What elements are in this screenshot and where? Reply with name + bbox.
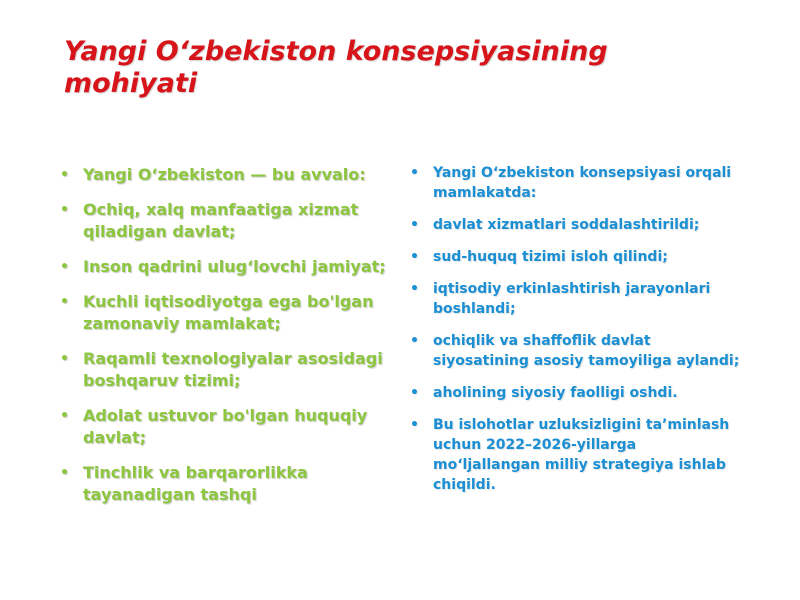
list-item-text: ochiqlik va shaffoflik davlat siyosatining asosiy tamoyiliga aylandi; <box>433 333 740 369</box>
list-item-text: aholining siyosiy faolligi oshdi. <box>433 385 678 401</box>
list-item-text: Yangi O‘zbekiston konsepsiyasi orqali mamlakatda: <box>433 165 732 201</box>
bullet-icon: • <box>410 217 419 233</box>
list-item <box>410 247 740 267</box>
list-item <box>60 164 390 186</box>
bullet-icon: • <box>60 259 69 275</box>
list-item-text: Tinchlik va barqarorlikka tayanadigan tashqi <box>83 463 308 504</box>
list-item <box>410 383 740 403</box>
list-item-text: Kuchli iqtisodiyotga ega bo'lgan zamonaviy mamlakat; <box>83 292 374 333</box>
list-item-text: sud-huquq tizimi isloh qilindi; <box>433 249 668 265</box>
list-item-text: Inson qadrini ulug‘lovchi jamiyat; <box>83 257 386 276</box>
bullet-icon: • <box>410 281 419 297</box>
list-item-text: Bu islohotlar uzluksizligini ta’minlash uchun 2022–2026-yillarga mo‘ljallangan milliy strategiya ishlab chiqildi. <box>433 417 730 493</box>
list-item-text: Adolat ustuvor bo'lgan huquqiy davlat; <box>83 406 368 447</box>
list-item-text: Yangi O‘zbekiston — bu avvalo: <box>83 165 366 184</box>
bullet-icon: • <box>410 385 419 401</box>
list-item <box>60 405 390 449</box>
list-item-text: iqtisodiy erkinlashtirish jarayonlari boshlandi; <box>433 281 711 317</box>
list-item <box>60 199 390 243</box>
bullet-icon: • <box>410 417 419 433</box>
list-item-text: Ochiq, xalq manfaatiga xizmat qiladigan davlat; <box>83 200 359 241</box>
bullet-icon: • <box>60 465 69 481</box>
list-item <box>410 279 740 319</box>
bullet-icon: • <box>60 351 69 367</box>
list-item <box>410 163 740 203</box>
list-item <box>60 462 390 506</box>
bullet-icon: • <box>410 249 419 265</box>
slide-title: Yangi O‘zbekiston konsepsiyasining mohiyati <box>64 36 608 99</box>
bullet-icon: • <box>60 408 69 424</box>
list-item <box>410 215 740 235</box>
left-bullet-list <box>60 164 390 519</box>
list-item <box>60 348 390 392</box>
bullet-icon: • <box>410 333 419 349</box>
bullet-icon: • <box>60 202 69 218</box>
list-item <box>60 256 390 278</box>
bullet-icon: • <box>60 167 69 183</box>
list-item <box>410 415 740 495</box>
bullet-icon: • <box>60 294 69 310</box>
right-bullet-list <box>410 163 740 507</box>
list-item <box>60 291 390 335</box>
list-item-text: davlat xizmatlari soddalashtirildi; <box>433 217 700 233</box>
list-item-text: Raqamli texnologiyalar asosidagi boshqaruv tizimi; <box>83 349 383 390</box>
bullet-icon: • <box>410 165 419 181</box>
list-item <box>410 331 740 371</box>
